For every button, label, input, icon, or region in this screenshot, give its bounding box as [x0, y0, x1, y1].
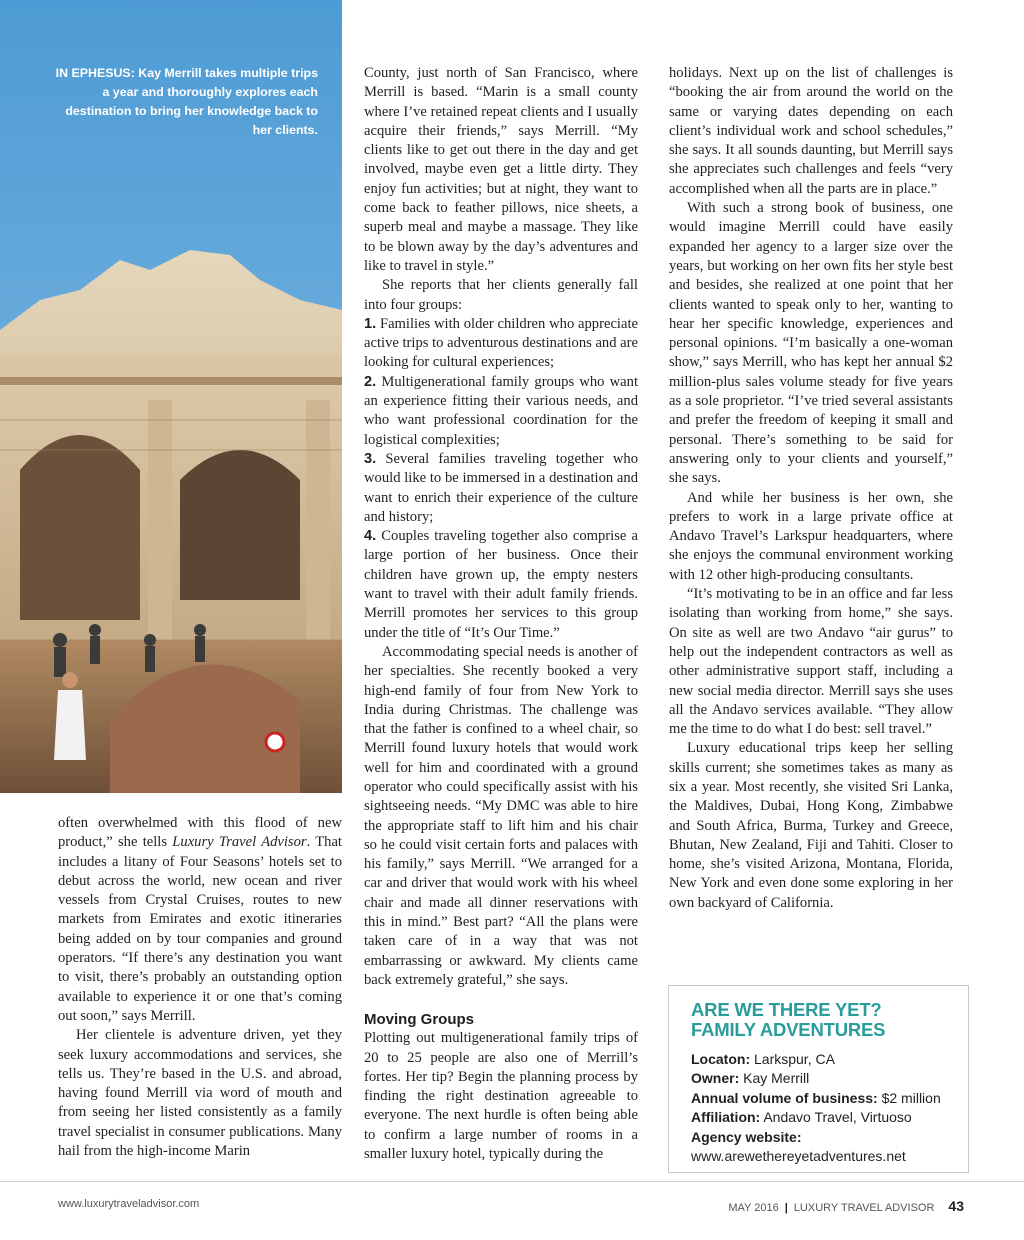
volume-value: $2 million — [877, 1089, 941, 1106]
owner-label: Owner: — [691, 1070, 740, 1087]
affiliation-value: Andavo Travel, Virtuoso — [760, 1109, 912, 1126]
website-label: Agency website: — [691, 1128, 802, 1145]
ephesus-photo — [0, 0, 342, 793]
affiliation-row — [691, 1108, 946, 1127]
issue-date: MAY 2016 — [728, 1202, 779, 1214]
list-text: Couples traveling together also comprise a large portion of her business. Once their children have grown up, the empty nesters want to travel with their adult family friends. Merrill promotes her services to this group under the title of “It’s Our Time.” — [364, 528, 638, 641]
website-link[interactable]: www.arewethereyetadventures.net — [691, 1148, 906, 1165]
agency-name-line-1: ARE WE THERE YET? — [691, 999, 882, 1020]
list-number: 2. — [364, 373, 377, 390]
paragraph: Luxury educational trips keep her selling skills current; she sometimes takes as many as six a year. Most recently, she visited Sri Lanka, the Maldives, Dubai, Hong Kong, Zimbabwe and South Africa, Burma, Turkey and Greece, Bhutan, New Zealand, Fiji and Tahiti. Closer to home, she’s visited Arizona, Montana, Florida, New York and even done some exploring in her own backyard of California. — [669, 740, 953, 911]
paragraph: holidays. Next up on the list of challenges is “booking the air from around the world on the same or varying dates depending on each client’s individual work and school schedules,” she says. It all sounds daunting, but Merrill says she appreciates such challenges and feels “very accomplished when all the parts are in place.” — [669, 65, 953, 197]
agency-profile-box — [668, 985, 969, 1173]
paragraph: She reports that her clients generally fall into four groups: — [364, 277, 638, 313]
owner-row — [691, 1069, 946, 1088]
location-value: Larkspur, CA — [750, 1051, 835, 1067]
subheading: Moving Groups — [364, 1011, 474, 1029]
agency-facts — [691, 1050, 946, 1166]
affiliation-label: Affiliation: — [691, 1109, 761, 1126]
list-item — [364, 450, 638, 527]
text: often overwhelmed with this flood of new product,” she tells — [58, 815, 342, 851]
footer-folio — [728, 1198, 964, 1214]
publication-name: Luxury Travel Advisor — [172, 834, 307, 851]
paragraph: With such a strong book of business, one would imagine Merrill could have easily expanded her agency to a larger size over the years, but working on her own fits her style best and besides, she realized at one point that her clients wanted to speak only to her, wanting to hear her specific knowledge, experiences and personal opinions. “I’m basically a one-woman show,” says Merrill, who has kept her annual $2 million-plus sales volume steady for five years as a sole proprietor. “I’ve tried several assistants and prefer the freedom of keeping it small and personal. There’s something to be said for answering only to your clients and yourself,” she says. — [669, 200, 953, 487]
footer-divider — [0, 1181, 1024, 1182]
list-number: 4. — [364, 528, 377, 545]
paragraph: Plotting out multigenerational family trips of 20 to 25 people are also one of Merrill’s fortes. Her tip? Begin the planning process by finding the right destination agreeable to everyone. The next hurdle is often being able to confirm a large number of rooms in a smaller luxury hotel, typically during the — [364, 1030, 638, 1163]
list-number: 1. — [364, 315, 377, 332]
location-label: Locaton: — [691, 1051, 751, 1067]
list-item — [364, 527, 638, 643]
list-text: Families with older children who appreciate active trips to adventurous destinations and are looking for cultural experiences; — [364, 315, 638, 371]
paragraph: And while her business is her own, she prefers to work in a large private office at Andavo Travel’s Larkspur headquarters, where she enjoys the communal environment working with 12 other high-producing consultants. — [669, 489, 953, 583]
paragraph — [58, 814, 342, 1026]
list-item — [364, 315, 638, 373]
article-column-1 — [58, 814, 342, 1161]
website-row — [691, 1128, 946, 1147]
paragraph: Accommodating special needs is another of her specialties. She recently booked a very high-end family of four from New York to India during Christmas. The challenge was that the father is confined to a wheel chair, so Merrill found luxury hotels that would work well for him and coordinated with a ground operator who could specifically assist with his sightseeing needs. “My DMC was able to hire the appropriate staff to lift him and his chair so he could visit certain forts and palaces with his family,” says Merrill. “We arranged for a car and driver that would work with his wheel chair and made all dinner reservations with this in mind.” Best part? “All the plans were taken care of in a way that was not embarrassing or awkward. My clients came back extremely grateful,” she says. — [364, 643, 638, 988]
location-row — [691, 1050, 946, 1069]
paragraph: “It’s motivating to be in an office and far less isolating than working from home,” she says. On site as well are two Andavo “air gurus” to help out the independent contractors as well as other administrative support staff, including a new social media director. Merrill says she uses all the Andavo services available. “They allow me the time to do what I do best: sell travel.” — [669, 586, 953, 738]
list-text: Several families traveling together who would like to be immersed in a destination and want to enrich their experience of the culture and history; — [364, 450, 638, 525]
page-number: 43 — [948, 1198, 964, 1214]
list-item — [364, 373, 638, 450]
footer-url[interactable]: www.luxurytraveladvisor.com — [58, 1198, 200, 1210]
article-column-3 — [669, 64, 953, 913]
paragraph: County, just north of San Francisco, where Merrill is based. “Marin is a small county where I’ve retained repeat clients and I usually acquire their friends,” says Merrill. “My clients like to get out there in the day and get involved, maybe even get a little dirty. They enjoy fun activities; but at night, they want to come back to feather pillows, nice sheets, a superb meal and maybe a massage. They like to be blown away by the day’s adventures and like to travel in style.” — [364, 65, 638, 274]
volume-row — [691, 1089, 946, 1108]
volume-label: Annual volume of business: — [691, 1089, 878, 1106]
publication-title: LUXURY TRAVEL ADVISOR — [793, 1202, 935, 1214]
photo-caption: IN EPHESUS: Kay Merrill takes multiple trips a year and thoroughly explores each destination to bring her knowledge back to her clients. — [55, 66, 318, 137]
folio-separator: | — [784, 1202, 788, 1214]
agency-name-line-2: FAMILY ADVENTURES — [691, 1019, 886, 1040]
list-number: 3. — [364, 450, 377, 467]
paragraph: Her clientele is adventure driven, yet they seek luxury accommodations and services, she tells us. They’re based in the U.S. and abroad, having found Merrill via word of mouth and from seeing her listed consistently as a family travel specialist in consumer publications. Many hail from the high-income Marin — [58, 1027, 342, 1160]
article-column-2 — [364, 64, 638, 1164]
agency-name — [691, 1000, 946, 1040]
text: . That includes a litany of Four Seasons’ hotels set to debut across the world, new ocean and river vessels from Crystal Cruises, routes to new markets from Emirates and exotic itineraries being added on by tour companies and ground operators. “If there’s any destination you want to visit, there’s probably an outstanding option available to experience it or one that’s coming out soon,” says Merrill. — [58, 834, 342, 1024]
owner-value: Kay Merrill — [739, 1070, 810, 1087]
list-text: Multigenerational family groups who want an experience fitting their various needs, and who want professional coordination for the logistical complexities; — [364, 373, 638, 448]
